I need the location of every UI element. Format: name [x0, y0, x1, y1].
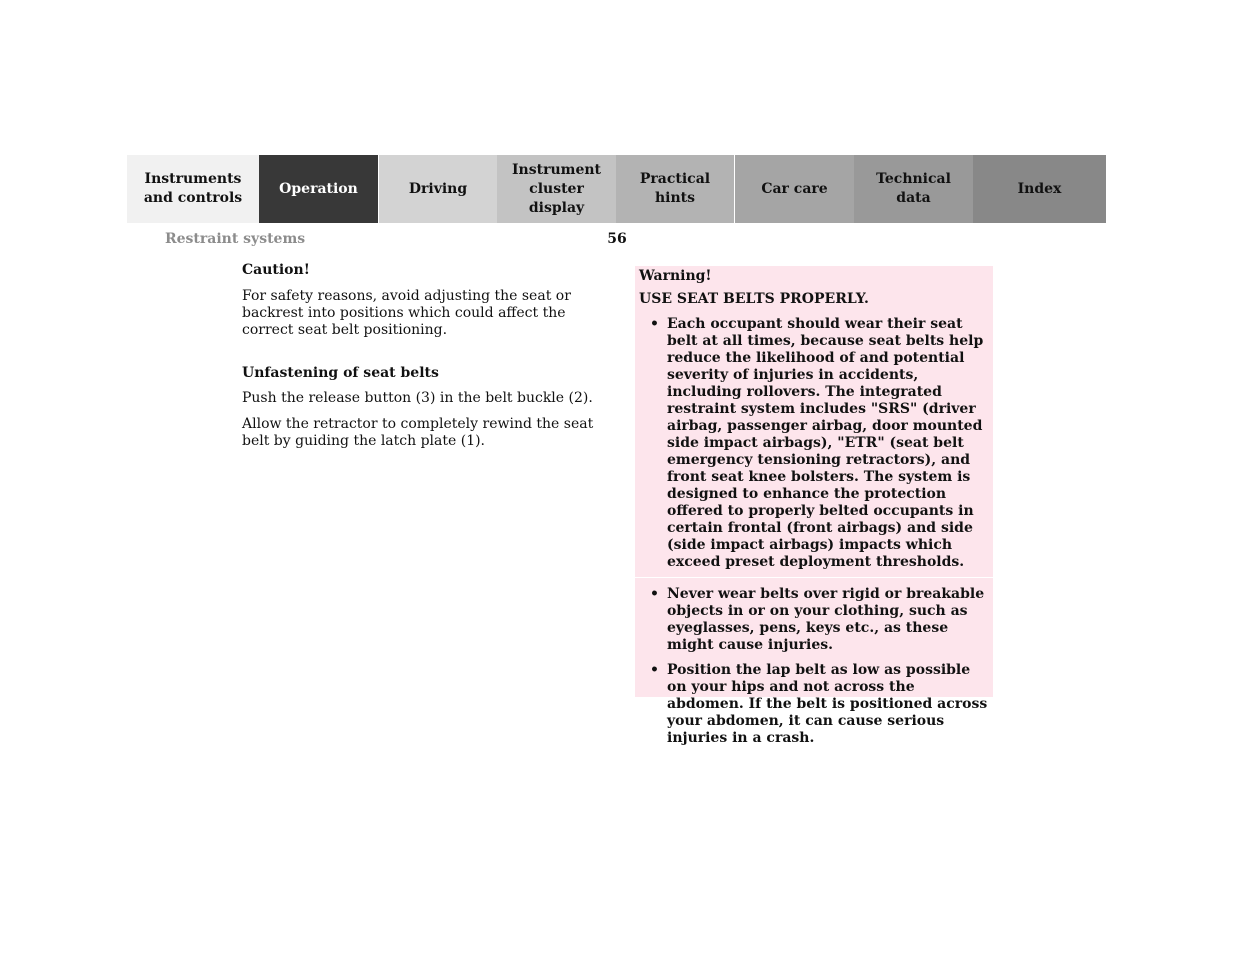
bullet-icon: • — [650, 662, 659, 678]
bullet-icon: • — [650, 586, 659, 602]
chapter-tabs — [127, 155, 1108, 223]
tab-label: Instrument cluster display — [512, 161, 601, 216]
bullet-icon: • — [650, 316, 659, 332]
warning-title: Warning! — [639, 268, 712, 284]
warning-list-item — [639, 586, 989, 654]
tab-label: Car care — [761, 180, 828, 197]
caution-text: For safety reasons, avoid adjusting the seat or backrest into positions which could affect the correct seat belt positioning. — [242, 288, 571, 338]
tab-operation[interactable] — [259, 155, 378, 223]
warning-item-text: Never wear belts over rigid or breakable objects in or on your clothing, such as eyeglasses, pens, keys etc., as these might cause injuries. — [667, 586, 985, 653]
unfastening-heading: Unfastening of seat belts — [242, 365, 439, 381]
tab-index[interactable] — [973, 155, 1106, 223]
tab-instruments-and-controls[interactable] — [127, 155, 259, 223]
tab-label: Operation — [279, 180, 358, 197]
tab-car-care[interactable] — [735, 155, 854, 223]
page-number: 56 — [607, 231, 627, 247]
instruction-step: Push the release button (3) in the belt buckle (2). — [242, 390, 593, 406]
tab-instrument-cluster-display[interactable] — [497, 155, 616, 223]
warning-subtitle: USE SEAT BELTS PROPERLY. — [639, 291, 869, 307]
warning-box — [635, 266, 993, 746]
warning-list-item — [639, 316, 989, 577]
warning-list-item — [639, 662, 989, 747]
warning-item-text: Position the lap belt as low as possible on your hips and not across the abdomen. If the belt is positioned across your abdomen, it can cause serious injuries in a crash. — [667, 662, 988, 746]
tab-practical-hints[interactable] — [616, 155, 735, 223]
tab-driving[interactable] — [378, 155, 497, 223]
divider — [635, 577, 993, 578]
warning-item-text: Each occupant should wear their seat belt at all times, because seat belts help reduce the likelihood of and potential severity of injuries in accidents, including rollovers. The integrated restraint system includes "SRS" (driver airbag, passenger airbag, door mounted side impact airbags), "ETR" (seat belt emergency tensioning retractors), and front seat knee bolsters. The system is designed to enhance the protection offered to properly belted occupants in certain frontal (front airbags) and side (side impact airbags) impacts which exceed preset deployment thresholds. — [667, 316, 984, 570]
warning-list — [639, 316, 989, 747]
tab-label: Driving — [408, 180, 468, 197]
left-column — [242, 262, 612, 450]
instruction-step: Allow the retractor to completely rewind the seat belt by guiding the latch plate (1). — [242, 416, 594, 449]
tab-label: Instruments and controls — [143, 171, 243, 206]
section-title: Restraint systems — [165, 231, 306, 247]
tab-label: Index — [1017, 180, 1062, 197]
tab-technical-data[interactable] — [854, 155, 973, 223]
tab-label: Practical hints — [639, 171, 711, 206]
caution-title: Caution! — [242, 262, 310, 278]
tab-label: Technical data — [876, 171, 951, 206]
